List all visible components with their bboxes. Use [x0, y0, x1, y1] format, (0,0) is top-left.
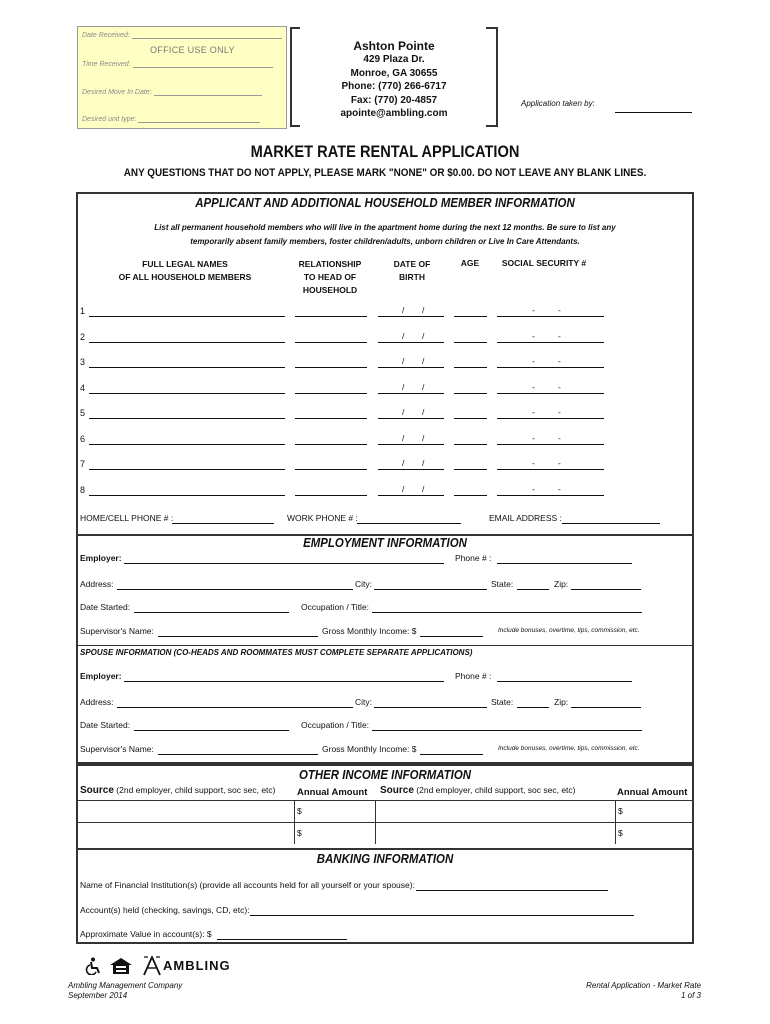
spouse-zip-field[interactable] — [571, 697, 641, 708]
employment-gross-income-field[interactable] — [420, 626, 483, 637]
equal-housing-icon — [108, 957, 134, 975]
row-number: 3 — [80, 357, 86, 367]
employment-state-field[interactable] — [517, 579, 549, 590]
source-bold-right: Source — [380, 785, 414, 796]
member-name-field[interactable] — [89, 434, 285, 445]
col-dob-line1: DATE OF — [393, 259, 431, 269]
spouse-address-label: Address: — [80, 697, 114, 707]
age-field[interactable] — [454, 485, 487, 496]
row-number: 2 — [80, 331, 86, 342]
row-number: 8 — [80, 484, 86, 495]
spouse-gross-income-label: Gross Monthly Income: $ — [322, 744, 417, 754]
employment-phone-field[interactable] — [497, 553, 632, 564]
row-number: 7 — [80, 459, 86, 469]
ssn-dash: - — [558, 483, 561, 494]
age-field[interactable] — [454, 459, 487, 470]
desired-unit-type-label: Desired unit type: — [82, 116, 137, 123]
accessibility-icon — [84, 957, 104, 975]
member-name-field[interactable] — [89, 357, 285, 368]
other-income-amount-1-right[interactable]: $ — [618, 806, 623, 816]
col-rel-line3: HOUSEHOLD — [302, 285, 358, 295]
employment-supervisor-label: Supervisor's Name: — [80, 626, 154, 636]
work-phone-label: WORK PHONE # : — [287, 513, 358, 523]
col-rel-line1: RELATIONSHIP — [298, 259, 362, 269]
footer-page-number: 1 of 3 — [680, 991, 701, 1000]
member-name-field[interactable] — [89, 383, 285, 394]
relationship-field[interactable] — [295, 408, 367, 419]
home-phone-label: HOME/CELL PHONE # : — [80, 513, 174, 523]
dob-field[interactable] — [378, 332, 444, 343]
desired-move-in-label: Desired Move In Date: — [82, 89, 152, 96]
employment-city-field[interactable] — [374, 579, 487, 590]
ssn-dash: - — [532, 407, 535, 417]
value-label: Approximate Value in account(s): $ — [80, 929, 212, 939]
footer-date: September 2014 — [68, 991, 128, 1000]
employment-employer-label: Employer: — [80, 553, 122, 563]
footer-left — [68, 981, 182, 1001]
col-name-line2: OF ALL HOUSEHOLD MEMBERS — [118, 272, 252, 282]
dob-separator: / — [402, 305, 405, 315]
relationship-field[interactable] — [295, 459, 367, 470]
ssn-field[interactable] — [497, 459, 604, 470]
spouse-income-note: Include bonuses, overtime, tips, commission, etc. — [498, 745, 640, 752]
relationship-field[interactable] — [295, 332, 367, 343]
dob-separator: / — [422, 483, 425, 494]
source-bold-left: Source — [80, 785, 114, 796]
column-header-dob — [380, 258, 444, 284]
dob-separator: / — [402, 330, 405, 341]
spouse-divider — [77, 645, 692, 646]
ssn-dash: - — [558, 305, 561, 315]
employment-occupation-label: Occupation / Title: — [301, 602, 370, 612]
dob-field[interactable] — [378, 434, 444, 445]
dob-field[interactable] — [378, 459, 444, 470]
spouse-date-started-field[interactable] — [134, 720, 289, 731]
dob-separator: / — [402, 407, 405, 417]
ssn-field[interactable] — [497, 383, 604, 394]
property-info — [290, 27, 498, 127]
dob-field[interactable] — [378, 306, 444, 317]
employment-city-label: City: — [355, 579, 372, 589]
employment-phone-label: Phone # : — [455, 553, 492, 563]
date-received-field[interactable] — [82, 31, 282, 39]
ssn-field[interactable] — [497, 408, 604, 419]
member-name-field[interactable] — [89, 306, 285, 317]
relationship-field[interactable] — [295, 434, 367, 445]
office-use-only-label: OFFICE USE ONLY — [150, 45, 235, 55]
source-header-right — [380, 785, 576, 796]
email-label: EMAIL ADDRESS : — [489, 513, 562, 523]
dob-field[interactable] — [378, 357, 444, 368]
ambling-logo-text: AMBLING — [163, 958, 231, 973]
column-header-relationship — [290, 258, 370, 297]
employment-gross-income-label: Gross Monthly Income: $ — [322, 626, 417, 636]
accounts-label: Account(s) held (checking, savings, CD, etc): — [80, 905, 250, 915]
ambling-logo-icon — [143, 956, 161, 976]
ssn-dash: - — [558, 356, 561, 366]
spouse-state-field[interactable] — [517, 697, 549, 708]
ssn-field[interactable] — [497, 332, 604, 343]
employment-occupation-field[interactable] — [372, 602, 642, 613]
dob-separator: / — [422, 432, 425, 443]
dob-field[interactable] — [378, 408, 444, 419]
footer-form-name: Rental Application - Market Rate — [586, 981, 701, 990]
spouse-city-field[interactable] — [374, 697, 487, 708]
ssn-dash: - — [558, 330, 561, 341]
banking-heading: BANKING INFORMATION — [316, 851, 454, 866]
employment-employer-field[interactable] — [124, 553, 444, 564]
spouse-supervisor-label: Supervisor's Name: — [80, 744, 154, 754]
spouse-heading: SPOUSE INFORMATION (CO-HEADS AND ROOMMATES MUST COMPLETE SEPARATE APPLICATIONS) — [80, 648, 473, 657]
time-received-label: Time Received: — [82, 61, 131, 68]
other-income-heading: OTHER INCOME INFORMATION — [298, 767, 472, 782]
page-title: MARKET RATE RENTAL APPLICATION — [250, 142, 520, 161]
ssn-dash: - — [532, 305, 535, 315]
ssn-dash: - — [558, 407, 561, 417]
page-subtitle: ANY QUESTIONS THAT DO NOT APPLY, PLEASE MARK "NONE" OR $0.00. DO NOT LEAVE ANY BLANK LINES. — [123, 167, 647, 179]
ssn-dash: - — [558, 381, 561, 392]
column-header-name — [100, 258, 270, 284]
employment-income-note: Include bonuses, overtime, tips, commission, etc. — [498, 627, 640, 634]
desired-move-in-field[interactable] — [82, 88, 262, 96]
dob-separator: / — [402, 458, 405, 468]
spouse-city-label: City: — [355, 697, 372, 707]
ssn-dash: - — [532, 432, 535, 443]
col-rel-line2: TO HEAD OF — [303, 272, 357, 282]
property-address1: 429 Plaza Dr. — [363, 54, 425, 65]
age-field[interactable] — [454, 408, 487, 419]
row-number: 5 — [80, 408, 86, 418]
spouse-address-field[interactable] — [117, 697, 353, 708]
email-field[interactable] — [562, 513, 660, 524]
row-number: 6 — [80, 433, 86, 444]
accounts-field[interactable] — [250, 905, 634, 916]
row-number: 1 — [80, 306, 86, 316]
employment-heading: EMPLOYMENT INFORMATION — [303, 535, 467, 550]
col-name-line1: FULL LEGAL NAMES — [142, 259, 228, 269]
age-field[interactable] — [454, 434, 487, 445]
footer-right — [520, 981, 701, 1001]
relationship-field[interactable] — [295, 383, 367, 394]
dob-separator: / — [422, 305, 425, 315]
spouse-date-started-label: Date Started: — [80, 720, 131, 730]
source-rest-right: (2nd employer, child support, soc sec, etc) — [416, 785, 576, 795]
spouse-employer-label: Employer: — [80, 671, 122, 681]
age-field[interactable] — [454, 357, 487, 368]
source-rest-left: (2nd employer, child support, soc sec, etc) — [116, 785, 276, 795]
employment-address-field[interactable] — [117, 579, 353, 590]
member-name-field[interactable] — [89, 485, 285, 496]
household-instructions-2: temporarily absent family members, foster children/adults, unborn children or Live In Care Attendants. — [190, 237, 580, 246]
value-field[interactable] — [217, 929, 347, 940]
spouse-zip-label: Zip: — [554, 697, 569, 707]
employment-date-started-label: Date Started: — [80, 602, 131, 612]
ssn-field[interactable] — [497, 485, 604, 496]
ssn-dash: - — [558, 458, 561, 468]
member-name-field[interactable] — [89, 408, 285, 419]
work-phone-field[interactable] — [357, 513, 461, 524]
other-income-amount-2-left[interactable]: $ — [297, 828, 302, 838]
annual-amount-header-left: Annual Amount — [297, 787, 368, 798]
age-field[interactable] — [454, 332, 487, 343]
dob-separator: / — [422, 330, 425, 341]
dob-separator: / — [402, 381, 405, 392]
ssn-dash: - — [558, 432, 561, 443]
desired-unit-type-field[interactable] — [82, 115, 260, 123]
ssn-dash: - — [532, 381, 535, 392]
ssn-field[interactable] — [497, 306, 604, 317]
ssn-field[interactable] — [497, 434, 604, 445]
spouse-state-label: State: — [491, 697, 514, 707]
time-received-field[interactable] — [82, 60, 273, 68]
member-name-field[interactable] — [89, 332, 285, 343]
relationship-field[interactable] — [295, 485, 367, 496]
employment-date-started-field[interactable] — [134, 602, 289, 613]
source-header-left — [80, 785, 276, 796]
date-received-label: Date Received: — [82, 32, 130, 39]
member-name-field[interactable] — [89, 459, 285, 470]
column-header-age: AGE — [460, 258, 480, 268]
dob-separator: / — [422, 381, 425, 392]
ssn-dash: - — [532, 330, 535, 341]
spouse-occupation-field[interactable] — [372, 720, 642, 731]
office-use-box — [77, 26, 287, 129]
relationship-field[interactable] — [295, 357, 367, 368]
other-income-amount-1-left[interactable]: $ — [297, 806, 302, 816]
dob-separator: / — [402, 483, 405, 494]
dob-separator: / — [422, 356, 425, 366]
spouse-supervisor-field[interactable] — [158, 744, 318, 755]
ssn-dash: - — [532, 483, 535, 494]
property-name: Ashton Pointe — [353, 39, 435, 53]
spouse-gross-income-field[interactable] — [420, 744, 483, 755]
taken-by-label: Application taken by: — [521, 99, 595, 108]
dob-separator: / — [422, 407, 425, 417]
ssn-dash: - — [532, 458, 535, 468]
row-number: 4 — [80, 382, 86, 393]
employment-address-label: Address: — [80, 579, 114, 589]
employment-state-label: State: — [491, 579, 514, 589]
property-fax: Fax: (770) 20-4857 — [350, 94, 438, 106]
household-instructions-1: List all permanent household members who will live in the apartment home during the next 12 months. Be sure to list any — [154, 223, 616, 232]
institutions-field[interactable] — [416, 880, 608, 891]
spouse-phone-label: Phone # : — [455, 671, 492, 681]
employment-zip-label: Zip: — [554, 579, 569, 589]
column-header-ssn: SOCIAL SECURITY # — [501, 258, 587, 268]
property-phone: Phone: (770) 266-6717 — [341, 81, 447, 92]
ssn-dash: - — [532, 356, 535, 366]
relationship-field[interactable] — [295, 306, 367, 317]
spouse-phone-field[interactable] — [497, 671, 632, 682]
spouse-employer-field[interactable] — [124, 671, 444, 682]
dob-separator: / — [402, 432, 405, 443]
age-field[interactable] — [454, 383, 487, 394]
dob-separator: / — [422, 458, 425, 468]
spouse-occupation-label: Occupation / Title: — [301, 720, 370, 730]
ssn-field[interactable] — [497, 357, 604, 368]
employment-zip-field[interactable] — [571, 579, 641, 590]
institutions-label: Name of Financial Institution(s) (provide all accounts held for all yourself or your spouse): — [80, 880, 415, 890]
age-field[interactable] — [454, 306, 487, 317]
taken-by-field[interactable] — [615, 112, 692, 113]
annual-amount-header-right: Annual Amount — [617, 787, 688, 798]
other-income-amount-2-right[interactable]: $ — [618, 828, 623, 838]
household-heading: APPLICANT AND ADDITIONAL HOUSEHOLD MEMBER INFORMATION — [195, 195, 575, 210]
col-dob-line2: BIRTH — [399, 272, 425, 282]
property-address2: Monroe, GA 30655 — [350, 67, 438, 79]
footer-company: Ambling Management Company — [68, 981, 183, 990]
dob-field[interactable] — [378, 383, 444, 394]
employment-supervisor-field[interactable] — [158, 626, 318, 637]
property-email: apointe@ambling.com — [340, 108, 448, 119]
dob-field[interactable] — [378, 485, 444, 496]
home-phone-field[interactable] — [172, 513, 274, 524]
dob-separator: / — [402, 356, 405, 366]
